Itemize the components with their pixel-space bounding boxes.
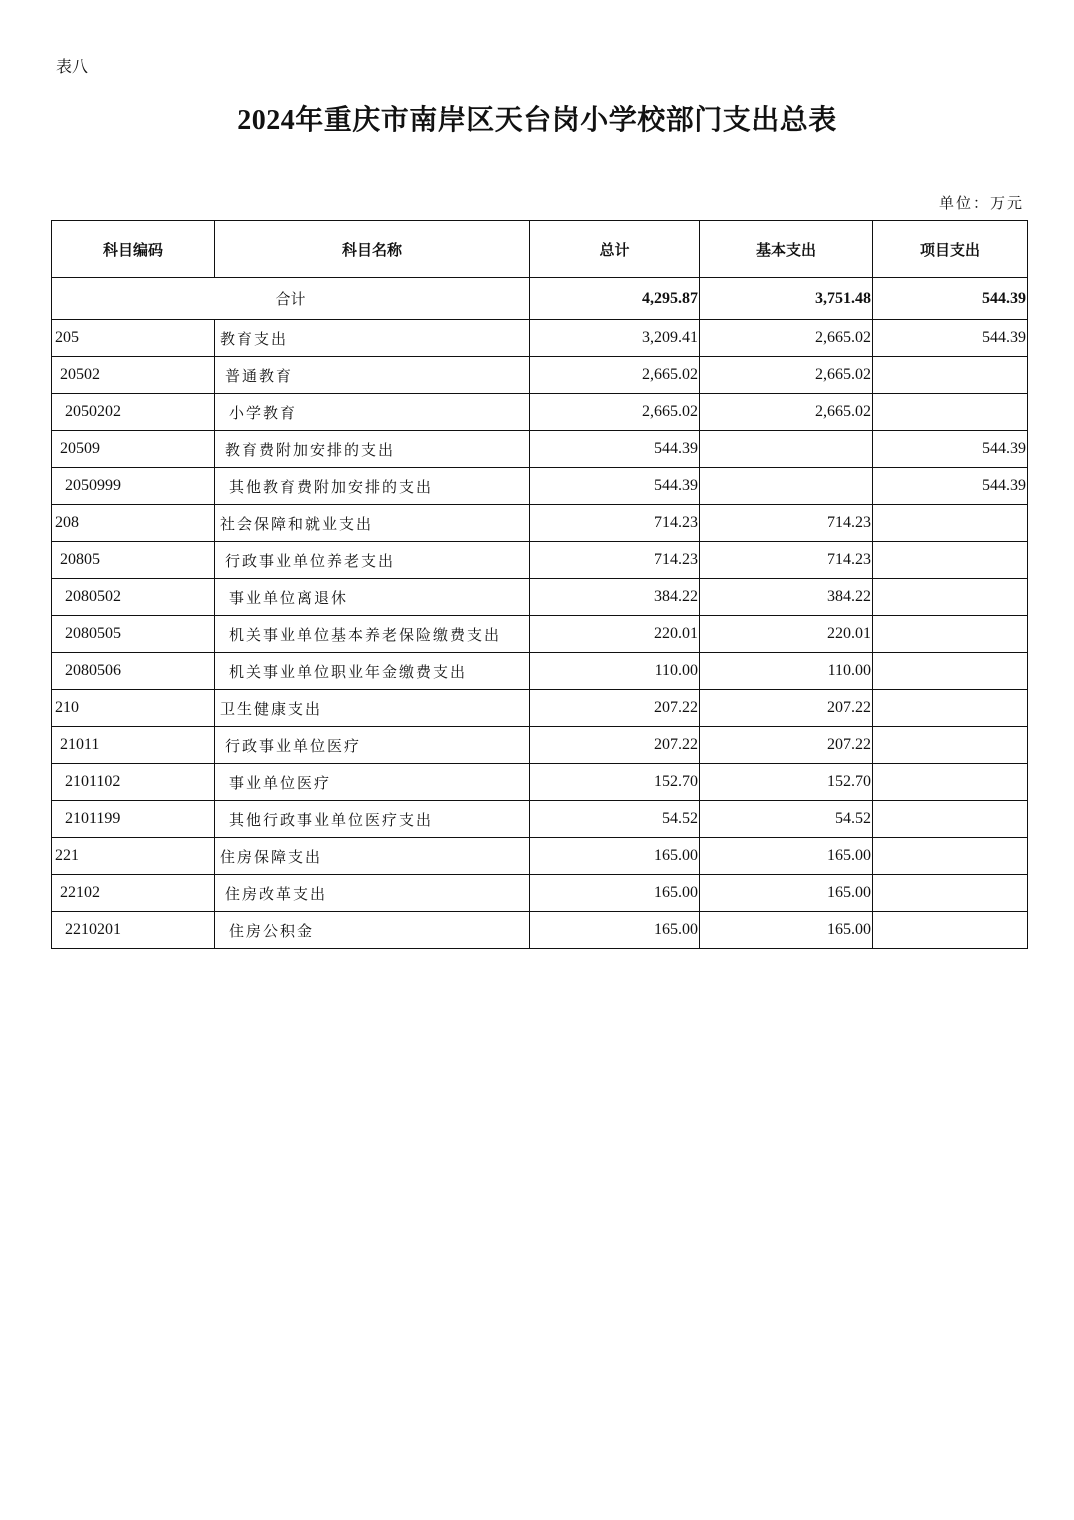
column-header-project: 项目支出	[873, 221, 1028, 278]
cell-code: 2210201	[52, 912, 215, 949]
cell-project: 544.39	[873, 320, 1028, 357]
cell-basic: 2,665.02	[700, 320, 873, 357]
cell-name: 事业单位医疗	[215, 764, 530, 801]
cell-total: 714.23	[530, 542, 700, 579]
cell-total: 220.01	[530, 616, 700, 653]
cell-name: 机关事业单位职业年金缴费支出	[215, 653, 530, 690]
cell-basic: 165.00	[700, 838, 873, 875]
cell-code: 2101199	[52, 801, 215, 838]
cell-name: 机关事业单位基本养老保险缴费支出	[215, 616, 530, 653]
cell-code: 208	[52, 505, 215, 542]
cell-total: 2,665.02	[530, 357, 700, 394]
cell-project: 544.39	[873, 431, 1028, 468]
cell-basic: 384.22	[700, 579, 873, 616]
cell-name: 行政事业单位养老支出	[215, 542, 530, 579]
cell-name: 事业单位离退休	[215, 579, 530, 616]
cell-code: 22102	[52, 875, 215, 912]
table-row	[52, 616, 1028, 653]
table-row	[52, 542, 1028, 579]
cell-total: 544.39	[530, 468, 700, 505]
cell-basic: 54.52	[700, 801, 873, 838]
cell-name: 社会保障和就业支出	[215, 505, 530, 542]
cell-project	[873, 505, 1028, 542]
total-basic: 3,751.48	[700, 278, 873, 320]
cell-code: 221	[52, 838, 215, 875]
cell-project	[873, 690, 1028, 727]
cell-code: 210	[52, 690, 215, 727]
cell-project	[873, 838, 1028, 875]
table-row	[52, 653, 1028, 690]
cell-project	[873, 394, 1028, 431]
cell-code: 20502	[52, 357, 215, 394]
cell-code: 205	[52, 320, 215, 357]
cell-code: 2080506	[52, 653, 215, 690]
cell-code: 2080505	[52, 616, 215, 653]
cell-total: 152.70	[530, 764, 700, 801]
table-header-row	[52, 221, 1028, 278]
cell-project	[873, 727, 1028, 764]
expenditure-table	[51, 220, 1028, 949]
unit-label: 单位：万元	[938, 194, 1024, 212]
cell-total: 165.00	[530, 912, 700, 949]
cell-name: 其他教育费附加安排的支出	[215, 468, 530, 505]
cell-basic: 110.00	[700, 653, 873, 690]
cell-total: 384.22	[530, 579, 700, 616]
cell-total: 110.00	[530, 653, 700, 690]
cell-code: 20509	[52, 431, 215, 468]
table-row	[52, 357, 1028, 394]
column-header-name: 科目名称	[215, 221, 530, 278]
cell-basic: 714.23	[700, 505, 873, 542]
cell-name: 教育费附加安排的支出	[215, 431, 530, 468]
page-title: 2024年重庆市南岸区天台岗小学校部门支出总表	[237, 105, 837, 136]
table-row	[52, 505, 1028, 542]
cell-project: 544.39	[873, 468, 1028, 505]
cell-name: 其他行政事业单位医疗支出	[215, 801, 530, 838]
cell-basic	[700, 431, 873, 468]
cell-total: 544.39	[530, 431, 700, 468]
cell-project	[873, 579, 1028, 616]
cell-project	[873, 801, 1028, 838]
cell-code: 2050999	[52, 468, 215, 505]
table-row	[52, 764, 1028, 801]
total-label: 合计	[52, 278, 530, 320]
cell-total: 207.22	[530, 727, 700, 764]
table-row	[52, 468, 1028, 505]
cell-code: 2101102	[52, 764, 215, 801]
table-row	[52, 875, 1028, 912]
total-total: 4,295.87	[530, 278, 700, 320]
cell-name: 教育支出	[215, 320, 530, 357]
cell-basic: 207.22	[700, 727, 873, 764]
cell-basic: 220.01	[700, 616, 873, 653]
table-row	[52, 579, 1028, 616]
cell-name: 小学教育	[215, 394, 530, 431]
cell-code: 2050202	[52, 394, 215, 431]
table-row	[52, 320, 1028, 357]
cell-basic: 2,665.02	[700, 394, 873, 431]
table-row	[52, 727, 1028, 764]
column-header-total: 总计	[530, 221, 700, 278]
cell-total: 165.00	[530, 838, 700, 875]
cell-project	[873, 616, 1028, 653]
cell-name: 卫生健康支出	[215, 690, 530, 727]
cell-total: 207.22	[530, 690, 700, 727]
cell-name: 行政事业单位医疗	[215, 727, 530, 764]
cell-project	[873, 653, 1028, 690]
cell-total: 714.23	[530, 505, 700, 542]
cell-basic: 714.23	[700, 542, 873, 579]
table-row	[52, 912, 1028, 949]
total-row	[52, 278, 1028, 320]
cell-project	[873, 875, 1028, 912]
table-number: 表八	[56, 57, 89, 76]
cell-total: 165.00	[530, 875, 700, 912]
cell-project	[873, 764, 1028, 801]
cell-total: 2,665.02	[530, 394, 700, 431]
cell-project	[873, 912, 1028, 949]
cell-total: 3,209.41	[530, 320, 700, 357]
cell-code: 21011	[52, 727, 215, 764]
cell-total: 54.52	[530, 801, 700, 838]
cell-basic: 152.70	[700, 764, 873, 801]
cell-basic: 165.00	[700, 912, 873, 949]
table-row	[52, 431, 1028, 468]
cell-basic: 165.00	[700, 875, 873, 912]
cell-project	[873, 542, 1028, 579]
cell-name: 住房改革支出	[215, 875, 530, 912]
cell-code: 2080502	[52, 579, 215, 616]
cell-basic: 207.22	[700, 690, 873, 727]
cell-code: 20805	[52, 542, 215, 579]
cell-name: 住房保障支出	[215, 838, 530, 875]
cell-name: 住房公积金	[215, 912, 530, 949]
table-row	[52, 838, 1028, 875]
table-row	[52, 690, 1028, 727]
cell-project	[873, 357, 1028, 394]
column-header-basic: 基本支出	[700, 221, 873, 278]
cell-basic: 2,665.02	[700, 357, 873, 394]
table-row	[52, 801, 1028, 838]
table-row	[52, 394, 1028, 431]
cell-name: 普通教育	[215, 357, 530, 394]
column-header-code: 科目编码	[52, 221, 215, 278]
cell-basic	[700, 468, 873, 505]
total-project: 544.39	[873, 278, 1028, 320]
